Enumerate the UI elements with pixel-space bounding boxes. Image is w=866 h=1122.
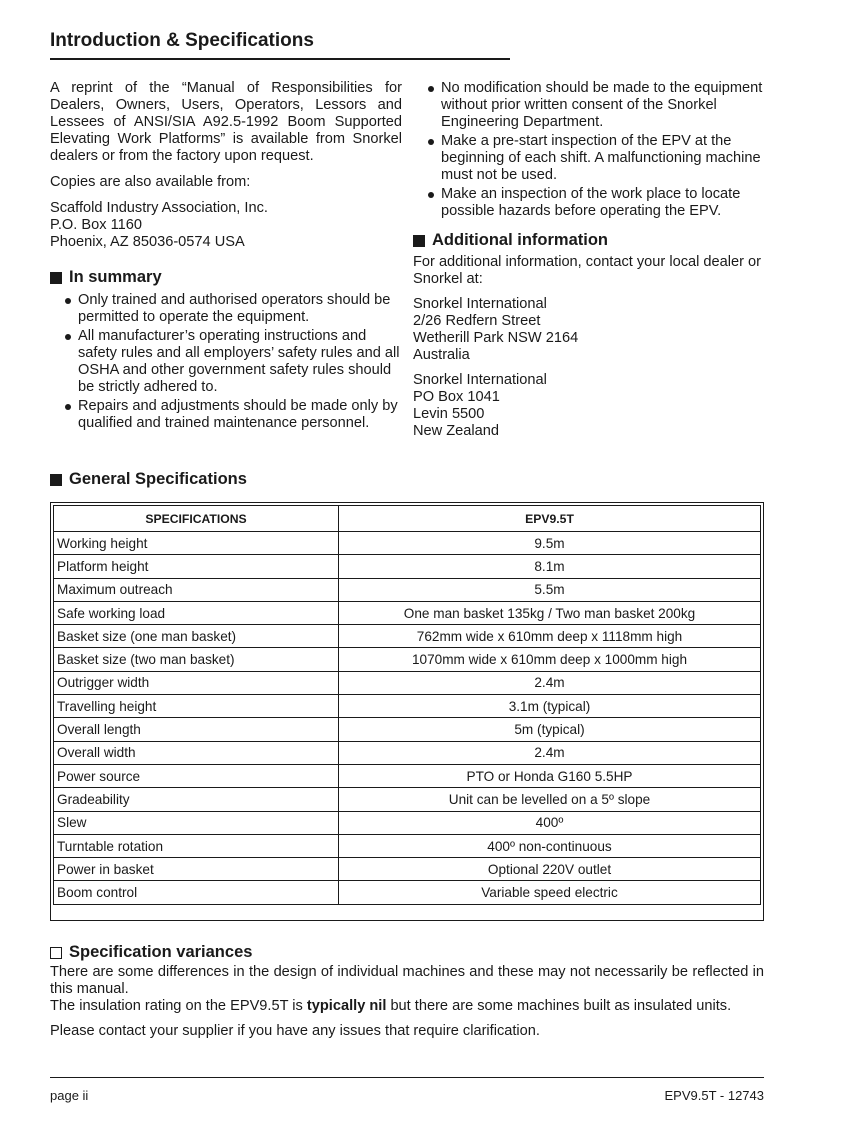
nz-address — [413, 372, 765, 440]
spec-label-cell: Gradeability — [54, 788, 339, 811]
spec-label-cell: Travelling height — [54, 695, 339, 718]
list-item: All manufacturer’s operating instructions and safety rules and all employers’ safety rules and all OSHA and other government safety rules should be strictly adhered to. — [50, 328, 402, 396]
spec-label-cell: Boom control — [54, 881, 339, 904]
table-row — [54, 671, 761, 694]
footer-divider — [50, 1077, 764, 1078]
address-line: Levin 5500 — [413, 406, 485, 422]
variances-paragraph-2: The insulation rating on the EPV9.5T is typically nil but there are some machines built as insulated units. — [50, 998, 732, 1014]
summary-list — [50, 292, 402, 432]
spec-label-cell: Slew — [54, 811, 339, 834]
bullet-dot-icon — [428, 86, 434, 92]
spec-label-cell: Working height — [54, 532, 339, 555]
spec-value-cell: Optional 220V outlet — [339, 858, 761, 881]
bullet-dot-icon — [65, 298, 71, 304]
table-row — [54, 764, 761, 787]
bullet-dot-icon — [65, 334, 71, 340]
variances-heading-text: Specification variances — [69, 943, 253, 961]
spec-value-cell: 3.1m (typical) — [339, 695, 761, 718]
table-row — [54, 834, 761, 857]
specs-heading — [50, 470, 247, 489]
variances-paragraph-3: Please contact your supplier if you have any issues that require clarification. — [50, 1023, 540, 1039]
address-line: Snorkel International — [413, 296, 547, 312]
spec-value-cell: Variable speed electric — [339, 881, 761, 904]
address-line: PO Box 1041 — [413, 389, 500, 405]
address-line: New Zealand — [413, 423, 499, 439]
spec-label-cell: Turntable rotation — [54, 834, 339, 857]
spec-label-cell: Basket size (two man basket) — [54, 648, 339, 671]
address-line: Australia — [413, 347, 470, 363]
spec-value-cell: One man basket 135kg / Two man basket 200kg — [339, 601, 761, 624]
summary-heading — [50, 269, 402, 286]
spec-label-cell: Safe working load — [54, 601, 339, 624]
table-row — [54, 695, 761, 718]
australia-address — [413, 296, 765, 364]
spec-value-cell: 1070mm wide x 610mm deep x 1000mm high — [339, 648, 761, 671]
table-row — [54, 601, 761, 624]
spec-label-cell: Maximum outreach — [54, 578, 339, 601]
variances-section — [50, 944, 764, 1040]
spec-value-cell: 5.5m — [339, 578, 761, 601]
column-header: SPECIFICATIONS — [54, 506, 339, 532]
right-column — [413, 80, 765, 440]
document-code: EPV9.5T - 12743 — [664, 1088, 764, 1103]
square-bullet-icon — [50, 474, 62, 486]
table-row — [54, 578, 761, 601]
left-column — [50, 80, 402, 434]
list-item: Only trained and authorised operators should be permitted to operate the equipment. — [50, 292, 402, 326]
list-item: No modification should be made to the equipment without prior written consent of the Snorkel Engineering Department. — [413, 80, 765, 131]
sia-address — [50, 200, 402, 251]
spec-value-cell: 400º — [339, 811, 761, 834]
table-row — [54, 788, 761, 811]
checkbox-outline-icon — [50, 947, 62, 959]
reprint-paragraph: A reprint of the “Manual of Responsibilities for Dealers, Owners, Users, Operators, Lessors and Lessees of ANSI/SIA A92.5-1992 Boom Supported Elevating Work Platforms” is available from Snorkel dealers or from the factory upon request. — [50, 80, 402, 164]
spec-value-cell: 9.5m — [339, 532, 761, 555]
additional-heading-text: Additional information — [432, 231, 608, 249]
summary-heading-text: In summary — [69, 268, 162, 286]
table-header-row — [54, 506, 761, 532]
spec-value-cell: 2.4m — [339, 741, 761, 764]
column-header: EPV9.5T — [339, 506, 761, 532]
additional-heading — [413, 232, 765, 249]
spec-value-cell: 8.1m — [339, 555, 761, 578]
summary-list-continued — [413, 80, 765, 220]
table-row — [54, 532, 761, 555]
spec-label-cell: Overall width — [54, 741, 339, 764]
table-row — [54, 625, 761, 648]
copies-paragraph: Copies are also available from: — [50, 174, 251, 190]
spec-label-cell: Platform height — [54, 555, 339, 578]
spec-value-cell: 400º non-continuous — [339, 834, 761, 857]
page-number: page ii — [50, 1088, 89, 1103]
list-item: Make a pre-start inspection of the EPV at the beginning of each shift. A malfunctioning machine must not be used. — [413, 133, 765, 184]
list-item: Make an inspection of the work place to locate possible hazards before operating the EPV. — [413, 186, 765, 220]
spec-value-cell: PTO or Honda G160 5.5HP — [339, 764, 761, 787]
bullet-dot-icon — [428, 192, 434, 198]
page-title: Introduction & Specifications — [50, 30, 510, 60]
table-row — [54, 718, 761, 741]
spec-value-cell: 762mm wide x 610mm deep x 1118mm high — [339, 625, 761, 648]
variances-heading — [50, 944, 764, 961]
spec-label-cell: Outrigger width — [54, 671, 339, 694]
spec-label-cell: Power in basket — [54, 858, 339, 881]
address-line: 2/26 Redfern Street — [413, 313, 541, 329]
address-line: Scaffold Industry Association, Inc. — [50, 200, 268, 216]
spec-label-cell: Overall length — [54, 718, 339, 741]
variances-paragraph-1: There are some differences in the design of individual machines and these may not necessarily be reflected in this manual. — [50, 964, 764, 997]
additional-intro: For additional information, contact your local dealer or Snorkel at: — [413, 254, 761, 287]
spec-label-cell: Basket size (one man basket) — [54, 625, 339, 648]
square-bullet-icon — [413, 235, 425, 247]
spec-value-cell: Unit can be levelled on a 5º slope — [339, 788, 761, 811]
address-line: P.O. Box 1160 — [50, 217, 142, 233]
square-bullet-icon — [50, 272, 62, 284]
address-line: Phoenix, AZ 85036-0574 USA — [50, 234, 245, 250]
table-row — [54, 881, 761, 904]
address-line: Snorkel International — [413, 372, 547, 388]
table-row — [54, 648, 761, 671]
typically-nil-emphasis: typically nil — [306, 998, 387, 1014]
bullet-dot-icon — [428, 139, 434, 145]
specifications-table-body — [54, 532, 761, 905]
bullet-dot-icon — [65, 404, 71, 410]
specs-heading-text: General Specifications — [69, 470, 247, 488]
specifications-table-frame — [50, 502, 764, 921]
spec-value-cell: 5m (typical) — [339, 718, 761, 741]
table-row — [54, 811, 761, 834]
table-row — [54, 555, 761, 578]
list-item: Repairs and adjustments should be made only by qualified and trained maintenance personnel. — [50, 398, 402, 432]
address-line: Wetherill Park NSW 2164 — [413, 330, 579, 346]
specifications-table — [53, 505, 761, 905]
spec-value-cell: 2.4m — [339, 671, 761, 694]
table-row — [54, 858, 761, 881]
table-row — [54, 741, 761, 764]
spec-label-cell: Power source — [54, 764, 339, 787]
